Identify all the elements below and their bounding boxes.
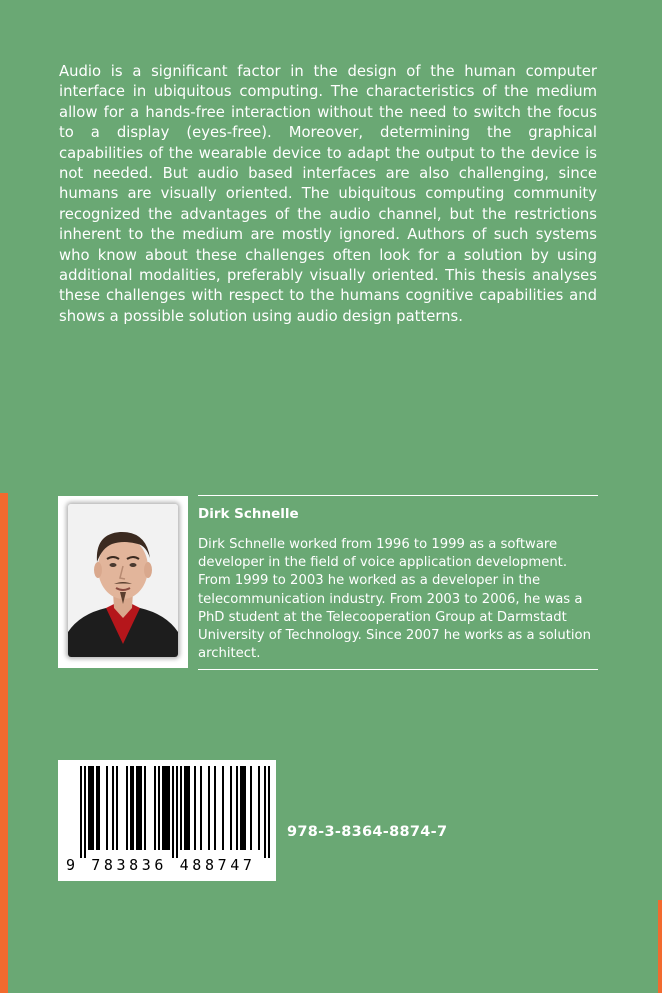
barcode-bar	[116, 766, 118, 850]
barcode-bar	[144, 766, 146, 850]
barcode-bar	[126, 766, 128, 850]
barcode-bar	[268, 766, 270, 858]
barcode-bar	[92, 766, 94, 850]
orange-edge-stripe-left	[0, 493, 8, 993]
barcode-bar	[244, 766, 246, 850]
barcode-bar	[88, 766, 90, 850]
orange-edge-stripe-right	[658, 900, 662, 993]
barcode-bar	[84, 766, 86, 858]
barcode-bar	[214, 766, 216, 850]
barcode-bar	[230, 766, 232, 850]
barcode-bar	[158, 766, 160, 850]
barcode-bar	[264, 766, 266, 858]
barcode-bar	[242, 766, 244, 850]
barcode-bar	[112, 766, 114, 850]
barcode-bar	[80, 766, 82, 858]
author-section-top-rule	[198, 495, 598, 496]
barcode-bar	[258, 766, 260, 850]
barcode-bar	[106, 766, 108, 850]
barcode-bar	[208, 766, 210, 850]
barcode-bar	[140, 766, 142, 850]
author-section-bottom-rule	[198, 669, 598, 670]
barcode-bar	[90, 766, 92, 850]
barcode-bar	[176, 766, 178, 858]
barcode-digits: 9 783836 488747	[66, 856, 256, 874]
barcode-bar	[98, 766, 100, 850]
barcode-bar	[200, 766, 202, 850]
barcode-bar	[162, 766, 164, 850]
barcode-bar	[96, 766, 98, 850]
barcode-bar	[130, 766, 132, 850]
barcode-bar	[136, 766, 138, 850]
barcode-bar	[164, 766, 166, 850]
author-name: Dirk Schnelle	[198, 506, 299, 522]
author-photo	[68, 504, 178, 657]
barcode-bar	[186, 766, 188, 850]
author-photo-frame	[58, 496, 188, 668]
barcode-bar	[194, 766, 196, 850]
book-blurb: Audio is a significant factor in the design of the human computer interface in ubiquitous computing. The characteristics of the medium allow for a hands-free interaction without the need to switch the focus to a display (eyes-free). Moreover, determining the graphical capabilities of the wearable device to adapt the output to the device is not needed. But audio based interfaces are also challenging, since humans are visually oriented. The ubiquitous computing community recognized the advantages of the audio channel, but the restrictions inherent to the medium are mostly ignored. Authors of such systems who know about these challenges often look for a solution by using additional modalities, preferably visually oriented. This thesis analyses these challenges with respect to the humans cognitive capabilities and shows a possible solution using audio design patterns.	[59, 63, 597, 325]
barcode-bar	[180, 766, 182, 850]
barcode-bar	[184, 766, 186, 850]
barcode-bar	[138, 766, 140, 850]
isbn-number: 978-3-8364-8874-7	[287, 824, 448, 840]
barcode-bar	[154, 766, 156, 850]
isbn-barcode	[58, 760, 276, 881]
author-bio: Dirk Schnelle worked from 1996 to 1999 as a software developer in the field of voice application development. From 1999 to 2003 he worked as a developer in the telecommunication industry. From 2003 to 2006, he was a PhD student at the Telecooperation Group at Darmstadt University of Technology. Since 2007 he works as a solution architect.	[198, 537, 591, 662]
barcode-bar	[172, 766, 174, 858]
barcode-bar	[240, 766, 242, 850]
barcode-bar	[166, 766, 168, 850]
barcode-bar	[222, 766, 224, 850]
barcode-bar	[188, 766, 190, 850]
barcode-bar	[236, 766, 238, 850]
barcode-bar	[250, 766, 252, 850]
barcode-bar	[168, 766, 170, 850]
barcode-bar	[132, 766, 134, 850]
